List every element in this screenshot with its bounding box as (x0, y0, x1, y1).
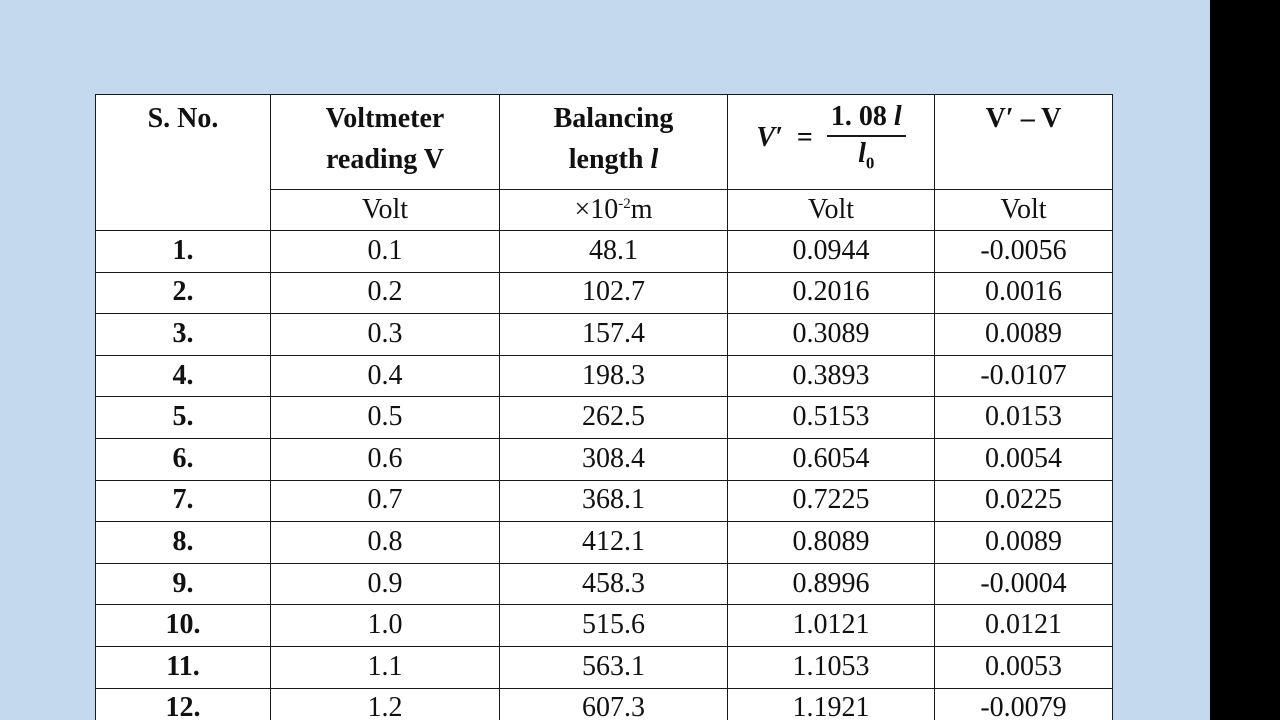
formula-fraction: $\frac{1. 08 l}{l_0}$ (827, 102, 906, 173)
cell-balancing-length: 198.3 (500, 355, 728, 397)
cell-balancing-length: 458.3 (500, 563, 728, 605)
cell-difference: 0.0089 (935, 314, 1113, 356)
cell-v-prime: 0.3893 (728, 355, 935, 397)
cell-balancing-length: 563.1 (500, 646, 728, 688)
table-row (96, 646, 1113, 688)
cell-voltmeter: 0.9 (271, 563, 500, 605)
cell-balancing-length: 262.5 (500, 397, 728, 439)
unit-formula: Volt (728, 190, 935, 231)
cell-sno: 11. (96, 646, 271, 688)
cell-balancing-length: 157.4 (500, 314, 728, 356)
cell-sno: 2. (96, 272, 271, 314)
cell-voltmeter: 0.8 (271, 522, 500, 564)
cell-sno: 6. (96, 438, 271, 480)
header-sno: S. No. (96, 95, 271, 231)
cell-difference: 0.0089 (935, 522, 1113, 564)
cell-balancing-length: 368.1 (500, 480, 728, 522)
cell-sno: 7. (96, 480, 271, 522)
unit-difference: Volt (935, 190, 1113, 231)
cell-sno: 3. (96, 314, 271, 356)
cell-sno: 8. (96, 522, 271, 564)
cell-balancing-length: 308.4 (500, 438, 728, 480)
table-row (96, 522, 1113, 564)
cell-v-prime: 0.5153 (728, 397, 935, 439)
cell-v-prime: 0.3089 (728, 314, 935, 356)
header-balancing-length: Balancing length l (500, 95, 728, 190)
cell-voltmeter: 0.3 (271, 314, 500, 356)
table-row (96, 438, 1113, 480)
cell-v-prime: 1.0121 (728, 605, 935, 647)
table-row (96, 272, 1113, 314)
cell-difference: 0.0225 (935, 480, 1113, 522)
cell-v-prime: 0.8089 (728, 522, 935, 564)
unit-balancing-length: $\times 10^{-2}m$ (500, 190, 728, 231)
header-voltmeter: Voltmeter reading V (271, 95, 500, 190)
cell-balancing-length: 515.6 (500, 605, 728, 647)
cell-voltmeter: 1.2 (271, 688, 500, 720)
cell-difference: -0.0056 (935, 231, 1113, 273)
cell-sno: 4. (96, 355, 271, 397)
cell-v-prime: 0.2016 (728, 272, 935, 314)
cell-voltmeter: 0.6 (271, 438, 500, 480)
cell-voltmeter: 0.2 (271, 272, 500, 314)
cell-sno: 1. (96, 231, 271, 273)
readings-table (95, 94, 1113, 720)
table-row (96, 355, 1113, 397)
cell-sno: 10. (96, 605, 271, 647)
table-row (96, 605, 1113, 647)
cell-v-prime: 1.1921 (728, 688, 935, 720)
cell-v-prime: 0.6054 (728, 438, 935, 480)
formula: V′ = $\frac{1. 08 l}{l_0}$ (728, 95, 934, 181)
cell-difference: 0.0053 (935, 646, 1113, 688)
cell-sno: 9. (96, 563, 271, 605)
cell-difference: 0.0153 (935, 397, 1113, 439)
table-row (96, 480, 1113, 522)
cell-voltmeter: 0.1 (271, 231, 500, 273)
cell-voltmeter: 0.5 (271, 397, 500, 439)
cell-balancing-length: 607.3 (500, 688, 728, 720)
cell-difference: -0.0004 (935, 563, 1113, 605)
cell-sno: 12. (96, 688, 271, 720)
table-row (96, 231, 1113, 273)
cell-voltmeter: 0.4 (271, 355, 500, 397)
table-row (96, 563, 1113, 605)
cell-balancing-length: 412.1 (500, 522, 728, 564)
cell-v-prime: 0.7225 (728, 480, 935, 522)
cell-v-prime: 1.1053 (728, 646, 935, 688)
cell-difference: -0.0079 (935, 688, 1113, 720)
cell-difference: -0.0107 (935, 355, 1113, 397)
cell-voltmeter: 0.7 (271, 480, 500, 522)
cell-voltmeter: 1.0 (271, 605, 500, 647)
cell-balancing-length: 48.1 (500, 231, 728, 273)
header-difference: V′ – V (935, 95, 1113, 190)
header-row (96, 95, 1113, 190)
table-row (96, 314, 1113, 356)
cell-v-prime: 0.0944 (728, 231, 935, 273)
cell-sno: 5. (96, 397, 271, 439)
cell-voltmeter: 1.1 (271, 646, 500, 688)
cell-difference: 0.0054 (935, 438, 1113, 480)
cell-difference: 0.0121 (935, 605, 1113, 647)
cell-balancing-length: 102.7 (500, 272, 728, 314)
cell-v-prime: 0.8996 (728, 563, 935, 605)
unit-voltmeter: Volt (271, 190, 500, 231)
cell-difference: 0.0016 (935, 272, 1113, 314)
table-row (96, 397, 1113, 439)
header-formula (728, 95, 935, 190)
table-row (96, 688, 1113, 720)
